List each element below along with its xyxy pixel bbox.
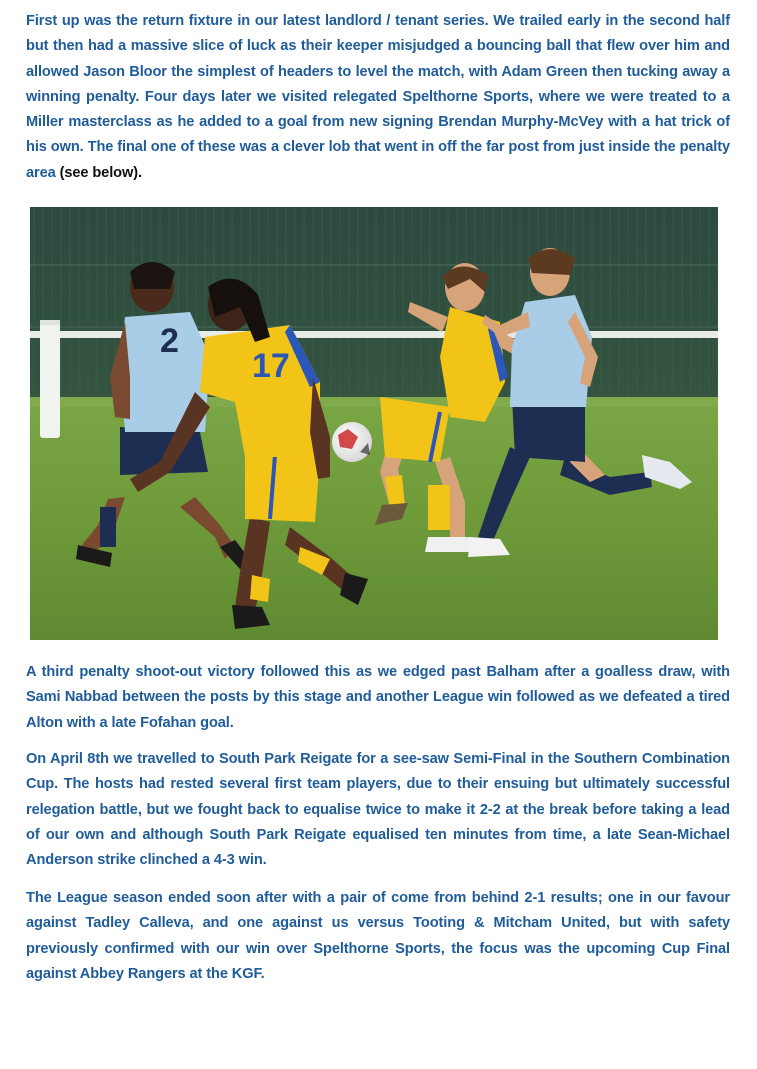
season-end-paragraph: The League season ended soon after with a pair of come from behind 2-1 results; one in our favour against Tadley Calleva, and one against us versus Tooting & Mitcham United, but with safety previously confirmed with our win over Spelthorne Sports, the focus was the upcoming Cup Final against Abbey Rangers at the KGF. [26, 890, 730, 982]
intro-paragraph [26, 9, 730, 186]
intro-text: First up was the return fixture in our latest landlord / tenant series. We trailed early in the second half but then had a massive slice of luck as their keeper misjudged a bouncing ball that flew over him and allowed Jason Bloor the simplest of headers to level the match, with Adam Green then tucking away a winning penalty. Four days later we visited relegated Spelthorne Sports, where we were treated to a Miller masterclass as he added to a goal from new signing Brendan Murphy-McVey with a hat trick of his own. The final one of these was a clever lob that went in off the far post from just inside the penalty area [26, 13, 730, 181]
football [332, 422, 372, 462]
shirt-number-17: 17 [252, 347, 290, 385]
semifinal-paragraph: On April 8th we travelled to South Park Reigate for a see-saw Semi-Final in the Southern Combination Cup. The hosts had rested several first team players, due to their ensuing but ultimately successful relegation battle, but we fought back to equalise twice to make it 2-2 at the break before taking a lead of our own and although South Park Reigate equalised ten minutes from time, a late Sean-Michael Anderson strike clinched a 4-3 win. [26, 751, 730, 869]
shirt-number-2: 2 [160, 322, 179, 360]
see-below-note: (see below). [55, 164, 142, 181]
shootout-paragraph: A third penalty shoot-out victory followed this as we edged past Balham after a goalless draw, with Sami Nabbad between the posts by this stage and another League win followed as we defeated a tired Alton with a late Fofahan goal. [26, 664, 730, 731]
match-photo [30, 207, 718, 640]
